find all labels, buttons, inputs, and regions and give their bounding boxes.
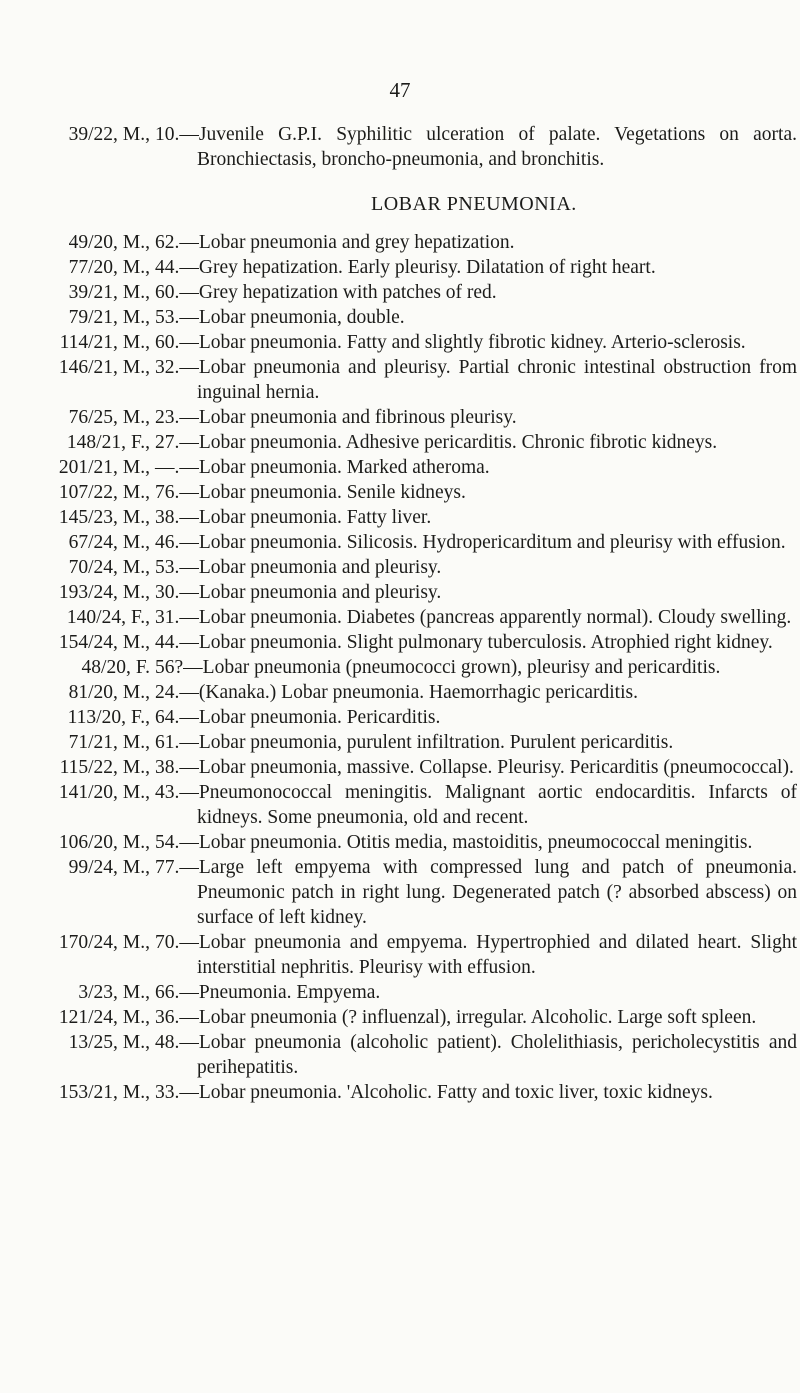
case-description: —.—Lobar pneumonia. Marked atheroma.: [155, 457, 490, 478]
case-description: 24.—(Kanaka.) Lobar pneumonia. Haemorrhagic pericarditis.: [155, 682, 638, 703]
case-number: 153/21,: [58, 1082, 118, 1103]
case-number: 145/23,: [58, 507, 118, 528]
case-reference: [0, 980, 150, 1005]
case-sex: M.,: [122, 532, 150, 553]
case-description: 46.—Lobar pneumonia. Silicosis. Hydropericarditum and pleurisy with effusion.: [155, 532, 786, 553]
case-reference: [0, 655, 150, 680]
case-entry: [0, 930, 800, 980]
case-sex: M.,: [122, 332, 150, 353]
case-number: 148/21,: [66, 432, 126, 453]
case-number: 113/20,: [67, 707, 126, 728]
case-entry: [0, 555, 800, 580]
case-entry: [0, 755, 800, 780]
case-reference: [0, 680, 150, 705]
case-description: 38.—Lobar pneumonia, massive. Collapse. Pleurisy. Pericarditis (pneumococcal).: [155, 757, 794, 778]
case-number: 39/22,: [68, 124, 118, 145]
case-reference: [0, 630, 150, 655]
case-number: 70/24,: [68, 557, 118, 578]
case-entry: [0, 355, 800, 405]
case-reference: [0, 830, 150, 855]
case-entry: [0, 430, 800, 455]
case-sex: M.,: [122, 407, 150, 428]
case-entry: [0, 855, 800, 930]
case-reference: [0, 122, 150, 147]
case-number: 71/21,: [68, 732, 118, 753]
case-number: 13/25,: [68, 1032, 118, 1053]
case-sex: M.,: [122, 632, 150, 653]
case-entry: [0, 280, 800, 305]
case-reference: [0, 255, 150, 280]
case-description: 23.—Lobar pneumonia and fibrinous pleurisy.: [155, 407, 517, 428]
case-sex: M.,: [122, 982, 150, 1003]
section-title: LOBAR PNEUMONIA.: [371, 193, 577, 215]
case-entry: [0, 305, 800, 330]
case-reference: [0, 780, 150, 805]
case-number: 79/21,: [68, 307, 118, 328]
case-entry: [0, 1005, 800, 1030]
case-sex: M.,: [122, 282, 150, 303]
case-sex: M.,: [122, 357, 150, 378]
case-entry: [0, 405, 800, 430]
case-number: 49/20,: [68, 232, 118, 253]
case-sex: F.,: [130, 432, 150, 453]
case-number: 107/22,: [58, 482, 118, 503]
case-entry: [0, 122, 800, 172]
case-sex: M.,: [122, 257, 150, 278]
case-entry: [0, 230, 800, 255]
case-list: [0, 230, 800, 1105]
case-reference: [0, 605, 150, 630]
case-number: 39/21,: [68, 282, 118, 303]
case-entry: [0, 455, 800, 480]
case-description: 53.—Lobar pneumonia, double.: [155, 307, 405, 328]
case-description: 61.—Lobar pneumonia, purulent infiltration. Purulent pericarditis.: [155, 732, 674, 753]
case-entry: [0, 580, 800, 605]
case-reference: [0, 505, 150, 530]
case-number: 48/20,: [81, 657, 131, 678]
case-reference: [0, 405, 150, 430]
case-sex: M.,: [122, 457, 150, 478]
case-sex: M.,: [122, 832, 150, 853]
case-sex: M.,: [122, 124, 150, 145]
case-number: 114/21,: [59, 332, 118, 353]
case-number: 170/24,: [58, 932, 118, 953]
case-entry: [0, 780, 800, 830]
case-number: 193/24,: [58, 582, 118, 603]
case-reference: [0, 430, 150, 455]
case-sex: F.,: [130, 607, 150, 628]
case-number: 146/21,: [58, 357, 118, 378]
case-sex: M.,: [122, 1032, 150, 1053]
case-description: 54.—Lobar pneumonia. Otitis media, mastoiditis, pneumococcal meningitis.: [155, 832, 753, 853]
case-description: 53.—Lobar pneumonia and pleurisy.: [155, 557, 442, 578]
case-reference: [0, 555, 150, 580]
case-number: 106/20,: [58, 832, 118, 853]
case-description: 32.—Lobar pneumonia and pleurisy. Partial chronic intestinal obstruction from inguinal hernia.: [155, 357, 797, 403]
case-description: 44.—Grey hepatization. Early pleurisy. Dilatation of right heart.: [155, 257, 656, 278]
case-sex: M.,: [122, 1082, 150, 1103]
case-sex: M.,: [122, 932, 150, 953]
case-description: 77.—Large left empyema with compressed lung and patch of pneumonia. Pneumonic patch in right lung. Degenerated patch (? absorbed abscess) on surface of left kidney.: [155, 857, 797, 928]
case-description: 60.—Grey hepatization with patches of red.: [155, 282, 497, 303]
case-sex: M.,: [122, 782, 150, 803]
case-sex: M.,: [122, 757, 150, 778]
case-description: 36.—Lobar pneumonia (? influenzal), irregular. Alcoholic. Large soft spleen.: [155, 1007, 757, 1028]
case-number: 81/20,: [68, 682, 118, 703]
case-description: 38.—Lobar pneumonia. Fatty liver.: [155, 507, 432, 528]
page-body: [0, 122, 800, 1105]
case-entry: [0, 980, 800, 1005]
case-entry: [0, 655, 800, 680]
case-number: 67/24,: [68, 532, 118, 553]
case-description: 66.—Pneumonia. Empyema.: [155, 982, 381, 1003]
case-sex: M.,: [122, 582, 150, 603]
case-number: 140/24,: [66, 607, 126, 628]
case-reference: [0, 930, 150, 955]
case-description: 60.—Lobar pneumonia. Fatty and slightly fibrotic kidney. Arterio-sclerosis.: [155, 332, 746, 353]
case-entry: [0, 530, 800, 555]
case-description: 56?—Lobar pneumonia (pneumococci grown), pleurisy and pericarditis.: [155, 657, 721, 678]
case-reference: [0, 455, 150, 480]
case-description: 30.—Lobar pneumonia and pleurisy.: [155, 582, 442, 603]
case-number: 121/24,: [58, 1007, 118, 1028]
case-entry: [0, 730, 800, 755]
case-reference: [0, 855, 150, 880]
case-number: 99/24,: [68, 857, 118, 878]
case-number: 77/20,: [68, 257, 118, 278]
case-entry: [0, 505, 800, 530]
case-reference: [0, 1030, 150, 1055]
case-description: 43.—Pneumonococcal meningitis. Malignant aortic endocarditis. Infarcts of kidneys. Some pneumonia, old and recent.: [155, 782, 797, 828]
case-reference: [0, 1005, 150, 1030]
case-entry: [0, 1080, 800, 1105]
case-number: 76/25,: [68, 407, 118, 428]
case-reference: [0, 755, 150, 780]
case-reference: [0, 1080, 150, 1105]
case-reference: [0, 355, 150, 380]
case-description: 62.—Lobar pneumonia and grey hepatization.: [155, 232, 515, 253]
case-sex: F.: [135, 657, 150, 678]
case-reference: [0, 730, 150, 755]
case-reference: [0, 580, 150, 605]
case-entry: [0, 255, 800, 280]
case-sex: M.,: [122, 1007, 150, 1028]
case-number: 115/22,: [59, 757, 118, 778]
case-sex: M.,: [122, 507, 150, 528]
case-description: 33.—Lobar pneumonia. 'Alcoholic. Fatty and toxic liver, toxic kidneys.: [155, 1082, 713, 1103]
case-number: 141/20,: [58, 782, 118, 803]
case-sex: M.,: [122, 857, 150, 878]
case-description: 64.—Lobar pneumonia. Pericarditis.: [155, 707, 441, 728]
case-reference: [0, 480, 150, 505]
case-reference: [0, 230, 150, 255]
case-entry: [0, 680, 800, 705]
case-sex: M.,: [122, 732, 150, 753]
case-description: 31.—Lobar pneumonia. Diabetes (pancreas apparently normal). Cloudy swelling.: [155, 607, 792, 628]
case-reference: [0, 530, 150, 555]
case-entry: [0, 630, 800, 655]
case-description: 10.—Juvenile G.P.I. Syphilitic ulceration of palate. Vegetations on aorta. Bronchiectasis, broncho-pneumonia, and bronchitis.: [155, 124, 797, 170]
case-entry: [0, 605, 800, 630]
case-number: 3/23,: [78, 982, 118, 1003]
case-sex: F.,: [130, 707, 150, 728]
case-sex: M.,: [122, 557, 150, 578]
case-sex: M.,: [122, 307, 150, 328]
case-entry: [0, 705, 800, 730]
case-description: 70.—Lobar pneumonia and empyema. Hypertrophied and dilated heart. Slight interstitial nephritis. Pleurisy with effusion.: [155, 932, 797, 978]
case-reference: [0, 280, 150, 305]
page-number: 47: [389, 78, 411, 102]
case-description: 76.—Lobar pneumonia. Senile kidneys.: [155, 482, 466, 503]
case-entry: [0, 480, 800, 505]
case-description: 27.—Lobar pneumonia. Adhesive pericarditis. Chronic fibrotic kidneys.: [155, 432, 718, 453]
case-reference: [0, 330, 150, 355]
case-reference: [0, 305, 150, 330]
case-sex: M.,: [122, 482, 150, 503]
case-number: 154/24,: [58, 632, 118, 653]
case-sex: M.,: [122, 682, 150, 703]
case-number: 201/21,: [58, 457, 118, 478]
case-entry: [0, 1030, 800, 1080]
case-description: 44.—Lobar pneumonia. Slight pulmonary tuberculosis. Atrophied right kidney.: [155, 632, 773, 653]
case-entry: [0, 330, 800, 355]
case-description: 48.—Lobar pneumonia (alcoholic patient). Cholelithiasis, pericholecystitis and perihepatitis.: [155, 1032, 797, 1078]
case-entry: [0, 830, 800, 855]
case-sex: M.,: [122, 232, 150, 253]
case-reference: [0, 705, 150, 730]
